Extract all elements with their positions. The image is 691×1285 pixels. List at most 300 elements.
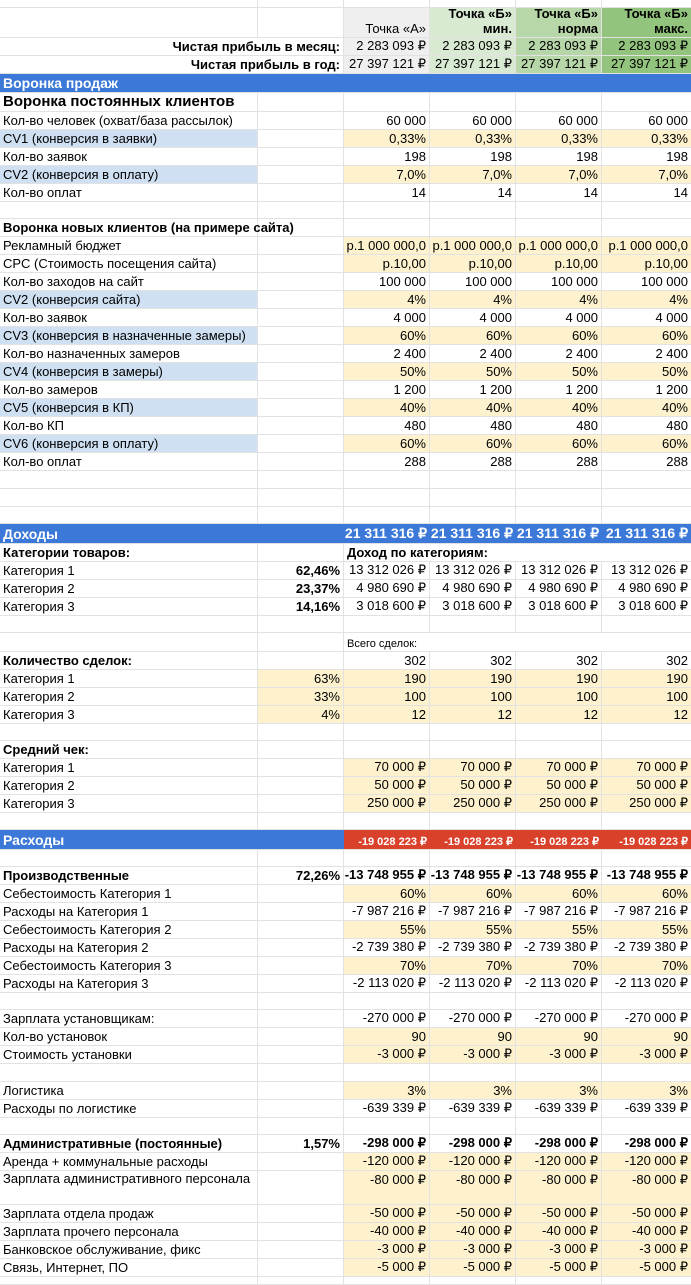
category-income[interactable]: 4 980 690 ₽ [430, 580, 516, 597]
empty-cell[interactable] [258, 166, 344, 183]
category-income[interactable]: 4 980 690 ₽ [618, 580, 688, 595]
avg-check-value[interactable]: 250 000 ₽ [344, 795, 430, 812]
expense-value[interactable]: -50 000 ₽ [602, 1205, 691, 1222]
expense-value[interactable]: -5 000 ₽ [602, 1259, 691, 1276]
avg-check-label[interactable]: Категория 2 [0, 777, 258, 794]
expense-value[interactable]: -270 000 ₽ [430, 1010, 516, 1027]
empty-cell[interactable] [258, 0, 344, 7]
expense-value[interactable]: -40 000 ₽ [344, 1223, 430, 1240]
expense-value[interactable]: -3 000 ₽ [516, 1046, 602, 1063]
expense-label[interactable]: Расходы по логистике [0, 1100, 258, 1117]
funnel-value[interactable]: 60 000 [430, 112, 516, 129]
expense-value[interactable]: 60% [430, 885, 516, 902]
empty-cell[interactable] [258, 8, 344, 37]
expense-value[interactable]: -2 739 380 ₽ [430, 939, 516, 956]
empty-cell[interactable] [344, 1118, 430, 1134]
funnel-value[interactable]: р.10,00 [602, 255, 691, 272]
empty-cell[interactable] [0, 507, 258, 523]
expense-label[interactable]: Расходы на Категория 1 [0, 903, 258, 920]
avg-check-value[interactable]: 70 000 ₽ [430, 759, 516, 776]
funnel-value[interactable]: 60 000 [516, 112, 602, 129]
empty-cell[interactable] [0, 8, 258, 37]
empty-cell[interactable] [430, 93, 516, 111]
funnel-value[interactable]: р.1 000 000,0 [602, 237, 691, 254]
empty-cell[interactable] [516, 1064, 602, 1081]
funnel-value[interactable]: 7,0% [602, 166, 691, 183]
net-profit-year-value[interactable]: 27 397 121 ₽ [602, 56, 691, 73]
funnel-value[interactable]: 480 [430, 417, 516, 434]
expense-value[interactable]: -5 000 ₽ [430, 1259, 516, 1276]
expense-value[interactable]: -639 339 ₽ [624, 1100, 688, 1115]
empty-cell[interactable] [516, 724, 602, 740]
empty-cell[interactable] [0, 724, 258, 740]
category-label[interactable]: Категория 1 [0, 562, 258, 579]
net-profit-month-value[interactable]: 2 283 093 ₽ [344, 38, 430, 55]
category-income[interactable]: 13 312 026 ₽ [430, 562, 516, 579]
empty-cell[interactable] [516, 850, 602, 866]
empty-cell[interactable] [516, 202, 602, 218]
empty-cell[interactable] [258, 237, 344, 254]
funnel-row-label[interactable]: Кол-во заявок [0, 309, 258, 326]
expense-value[interactable]: -40 000 ₽ [516, 1223, 602, 1240]
expense-label[interactable]: Кол-во установок [0, 1028, 258, 1045]
empty-cell[interactable] [430, 813, 516, 829]
expense-value[interactable]: -3 000 ₽ [602, 1241, 691, 1258]
empty-cell[interactable] [602, 1064, 691, 1081]
expense-value[interactable]: 70% [516, 957, 602, 974]
funnel-value[interactable]: 14 [344, 184, 430, 201]
expense-value[interactable]: 55% [430, 921, 516, 938]
funnel-value[interactable]: 100 000 [430, 273, 516, 290]
funnel-row-label[interactable]: CV5 (конверсия в КП) [0, 399, 258, 416]
empty-cell[interactable] [430, 219, 516, 236]
empty-cell[interactable] [602, 219, 691, 236]
funnel-row-label[interactable]: Кол-во КП [0, 417, 258, 434]
funnel-value[interactable]: р.1 000 000,0 [516, 237, 602, 254]
empty-cell[interactable] [344, 724, 430, 740]
empty-cell[interactable] [516, 93, 602, 111]
deals-value[interactable]: 12 [430, 706, 516, 723]
admin-total[interactable]: -298 000 ₽ [430, 1135, 516, 1152]
expense-value[interactable]: -7 987 216 ₽ [613, 903, 688, 918]
expense-value[interactable]: 55% [344, 921, 430, 938]
empty-cell[interactable] [258, 993, 344, 1009]
net-profit-month-value[interactable]: 2 283 093 ₽ [516, 38, 602, 55]
expense-label[interactable]: Зарплата административного персонала [0, 1171, 258, 1204]
empty-cell[interactable] [258, 939, 344, 956]
expense-value[interactable]: 60% [516, 885, 602, 902]
funnel-value[interactable]: 60% [516, 435, 602, 452]
deals-value[interactable]: 100 [344, 688, 430, 705]
empty-cell[interactable] [602, 471, 691, 488]
expense-value[interactable]: -2 739 380 ₽ [344, 939, 430, 956]
empty-cell[interactable] [430, 489, 516, 506]
empty-cell[interactable] [602, 850, 691, 866]
expense-value[interactable]: 3% [344, 1082, 430, 1099]
expense-value[interactable]: 55% [602, 921, 691, 938]
avg-check-value[interactable]: 70 000 ₽ [602, 759, 691, 776]
deals-value[interactable]: 12 [602, 706, 691, 723]
expense-value[interactable]: -80 000 ₽ [344, 1171, 430, 1204]
admin-total[interactable]: -298 000 ₽ [344, 1135, 430, 1152]
empty-cell[interactable] [258, 1064, 344, 1081]
empty-cell[interactable] [258, 453, 344, 470]
empty-cell[interactable] [602, 813, 691, 829]
deals-label[interactable]: Категория 1 [0, 670, 258, 687]
empty-cell[interactable] [602, 724, 691, 740]
expense-value[interactable]: 90 [430, 1028, 516, 1045]
empty-cell[interactable] [258, 255, 344, 272]
empty-cell[interactable] [430, 471, 516, 488]
empty-cell[interactable] [258, 1028, 344, 1045]
expense-label[interactable]: Аренда + коммунальные расходы [0, 1153, 258, 1170]
expense-label[interactable]: Связь, Интернет, ПО [0, 1259, 258, 1276]
net-profit-year-value[interactable]: 27 397 121 ₽ [430, 56, 516, 73]
category-income[interactable]: 4 980 690 ₽ [344, 580, 430, 597]
expense-value[interactable]: -3 000 ₽ [430, 1241, 516, 1258]
empty-cell[interactable] [516, 471, 602, 488]
funnel-row-label[interactable]: Кол-во замеров [0, 381, 258, 398]
empty-cell[interactable] [602, 489, 691, 506]
deals-share[interactable]: 4% [258, 706, 344, 723]
empty-cell[interactable] [344, 74, 430, 92]
empty-cell[interactable] [0, 1118, 258, 1134]
expense-value[interactable]: 3% [516, 1082, 602, 1099]
funnel-value[interactable]: 480 [344, 417, 430, 434]
empty-cell[interactable] [258, 435, 344, 452]
funnel-value[interactable]: р.1 000 000,0 [344, 237, 430, 254]
empty-cell[interactable] [258, 1205, 344, 1222]
empty-cell[interactable] [258, 1171, 344, 1204]
funnel-value[interactable]: 14 [673, 185, 688, 200]
expense-label[interactable]: Расходы на Категория 3 [0, 975, 258, 992]
funnel-value[interactable]: 198 [516, 148, 602, 165]
empty-cell[interactable] [344, 850, 430, 866]
empty-cell[interactable] [258, 921, 344, 938]
category-income[interactable]: 13 312 026 ₽ [516, 562, 602, 579]
admin-total[interactable]: -298 000 ₽ [624, 1135, 688, 1150]
empty-cell[interactable] [258, 975, 344, 992]
empty-cell[interactable] [258, 130, 344, 147]
empty-cell[interactable] [516, 616, 602, 632]
funnel-value[interactable]: 4 000 [344, 309, 430, 326]
expense-value[interactable]: -639 339 ₽ [516, 1100, 602, 1117]
avg-check-value[interactable]: 70 000 ₽ [344, 759, 430, 776]
empty-cell[interactable] [0, 471, 258, 488]
funnel-value[interactable]: р.10,00 [344, 255, 430, 272]
funnel-value[interactable]: 288 [430, 453, 516, 470]
funnel-value[interactable]: 0,33% [602, 130, 691, 147]
category-income[interactable]: 3 018 600 ₽ [430, 598, 516, 615]
empty-cell[interactable] [258, 759, 344, 776]
expense-value[interactable]: -120 000 ₽ [430, 1153, 516, 1170]
admin-share[interactable]: 1,57% [258, 1135, 344, 1152]
expense-value[interactable]: -50 000 ₽ [430, 1205, 516, 1222]
expense-value[interactable]: -2 113 020 ₽ [430, 975, 516, 992]
funnel-row-label[interactable]: Кол-во человек (охват/база рассылок) [0, 112, 258, 129]
empty-cell[interactable] [258, 184, 344, 201]
section-title-income[interactable]: Доходы [3, 526, 58, 542]
expense-value[interactable]: -2 739 380 ₽ [516, 939, 602, 956]
empty-cell[interactable] [344, 813, 430, 829]
empty-cell[interactable] [430, 74, 516, 92]
empty-cell[interactable] [430, 1064, 516, 1081]
deals-value[interactable]: 190 [602, 670, 691, 687]
empty-cell[interactable] [258, 724, 344, 740]
expense-value[interactable]: -3 000 ₽ [344, 1046, 430, 1063]
funnel-row-label[interactable]: Кол-во заявок [0, 148, 258, 165]
empty-cell[interactable] [516, 219, 602, 236]
expense-value[interactable]: -639 339 ₽ [344, 1100, 430, 1117]
empty-cell[interactable] [344, 0, 430, 7]
empty-cell[interactable] [258, 885, 344, 902]
empty-cell[interactable] [344, 202, 430, 218]
empty-cell[interactable] [258, 273, 344, 290]
expense-label[interactable]: Банковское обслуживание, фикс [0, 1241, 258, 1258]
deals-share[interactable]: 63% [258, 670, 344, 687]
admin-total[interactable]: -298 000 ₽ [516, 1135, 602, 1152]
empty-cell[interactable] [516, 813, 602, 829]
funnel-value[interactable]: 4 000 [655, 310, 688, 325]
income-total[interactable]: 21 311 316 ₽ [430, 524, 516, 543]
total-deals-caption[interactable]: Всего сделок: [347, 638, 418, 650]
empty-cell[interactable] [516, 0, 602, 7]
empty-cell[interactable] [258, 74, 344, 92]
empty-cell[interactable] [258, 1241, 344, 1258]
expenses-total[interactable]: -19 028 223 ₽ [344, 830, 430, 849]
funnel-value[interactable]: 1 200 [516, 381, 602, 398]
avg-check-value[interactable]: 50 000 ₽ [344, 777, 430, 794]
empty-cell[interactable] [258, 633, 344, 651]
empty-cell[interactable] [602, 741, 691, 758]
expense-value[interactable]: -2 113 020 ₽ [516, 975, 602, 992]
expense-label[interactable]: Себестоимость Категория 2 [0, 921, 258, 938]
admin-title[interactable]: Административные (постоянные) [0, 1135, 258, 1152]
expense-value[interactable]: -270 000 ₽ [624, 1010, 688, 1025]
deals-total[interactable]: 302 [430, 652, 516, 669]
funnel-value[interactable]: 60% [344, 327, 430, 344]
empty-cell[interactable] [0, 1277, 258, 1284]
empty-cell[interactable] [258, 363, 344, 380]
funnel-row-label[interactable]: CV2 (конверсия сайта) [0, 291, 258, 308]
empty-cell[interactable] [344, 507, 430, 523]
funnel-value[interactable]: 100 000 [641, 274, 688, 289]
expense-label[interactable]: Себестоимость Категория 1 [0, 885, 258, 902]
expense-value[interactable]: -40 000 ₽ [430, 1223, 516, 1240]
subsection-title-regular[interactable]: Воронка постоянных клиентов [0, 93, 258, 111]
empty-cell[interactable] [0, 202, 258, 218]
empty-cell[interactable] [258, 957, 344, 974]
empty-cell[interactable] [516, 993, 602, 1009]
empty-cell[interactable] [602, 1277, 691, 1284]
empty-cell[interactable] [258, 399, 344, 416]
avg-check-value[interactable]: 50 000 ₽ [430, 777, 516, 794]
income-total[interactable]: 21 311 316 ₽ [602, 524, 691, 543]
category-income[interactable]: 3 018 600 ₽ [344, 598, 430, 615]
production-share[interactable]: 72,26% [258, 867, 344, 884]
empty-cell[interactable] [516, 1277, 602, 1284]
funnel-row-label[interactable]: Кол-во заходов на сайт [0, 273, 258, 290]
empty-cell[interactable] [258, 1223, 344, 1240]
deals-value[interactable]: 100 [602, 688, 691, 705]
funnel-value[interactable]: 4 000 [516, 309, 602, 326]
funnel-row-label[interactable]: CPC (Стоимость посещения сайта) [0, 255, 258, 272]
empty-cell[interactable] [344, 1064, 430, 1081]
funnel-value[interactable]: 2 400 [430, 345, 516, 362]
empty-cell[interactable] [344, 616, 430, 632]
avg-check-value[interactable]: 250 000 ₽ [602, 795, 691, 812]
expense-label[interactable]: Зарплата отдела продаж [0, 1205, 258, 1222]
deals-total[interactable]: 302 [666, 653, 688, 668]
funnel-value[interactable]: 60 000 [648, 113, 688, 128]
empty-cell[interactable] [344, 1277, 430, 1284]
category-share[interactable]: 23,37% [258, 580, 344, 597]
empty-cell[interactable] [430, 724, 516, 740]
empty-cell[interactable] [258, 1259, 344, 1276]
empty-cell[interactable] [430, 202, 516, 218]
subsection-title-new[interactable]: Воронка новых клиентов (на примере сайта) [0, 219, 258, 236]
funnel-value[interactable]: 50% [602, 363, 691, 380]
empty-cell[interactable] [258, 652, 344, 669]
funnel-value[interactable]: 60% [430, 327, 516, 344]
categories-title[interactable]: Категории товаров: [0, 544, 258, 561]
empty-cell[interactable] [258, 1010, 344, 1027]
funnel-value[interactable]: 50% [430, 363, 516, 380]
avg-check-value[interactable]: 50 000 ₽ [516, 777, 602, 794]
empty-cell[interactable] [344, 993, 430, 1009]
funnel-value[interactable]: 0,33% [344, 130, 430, 147]
avg-check-title[interactable]: Средний чек: [0, 741, 258, 758]
funnel-value[interactable]: 14 [430, 184, 516, 201]
empty-cell[interactable] [258, 417, 344, 434]
empty-cell[interactable] [258, 1277, 344, 1284]
empty-cell[interactable] [0, 850, 258, 866]
empty-cell[interactable] [430, 993, 516, 1009]
empty-cell[interactable] [0, 0, 258, 7]
empty-cell[interactable] [0, 616, 258, 632]
income-total[interactable]: 21 311 316 ₽ [344, 524, 430, 543]
production-total[interactable]: -13 748 955 ₽ [344, 867, 430, 884]
income-by-category-title[interactable]: Доход по категориям: [347, 545, 488, 560]
empty-cell[interactable] [430, 507, 516, 523]
funnel-value[interactable]: 40% [602, 399, 691, 416]
expense-value[interactable]: -3 000 ₽ [430, 1046, 516, 1063]
funnel-value[interactable]: 4% [430, 291, 516, 308]
net-profit-month-value[interactable]: 2 283 093 ₽ [602, 38, 691, 55]
funnel-row-label[interactable]: CV2 (конверсия в оплату) [0, 166, 258, 183]
empty-cell[interactable] [258, 112, 344, 129]
empty-cell[interactable] [0, 489, 258, 506]
funnel-value[interactable]: 60% [602, 327, 691, 344]
deals-value[interactable]: 190 [344, 670, 430, 687]
funnel-value[interactable]: 4% [516, 291, 602, 308]
funnel-value[interactable]: 1 200 [430, 381, 516, 398]
deals-value[interactable]: 190 [516, 670, 602, 687]
funnel-value[interactable]: 480 [516, 417, 602, 434]
avg-check-value[interactable]: 250 000 ₽ [516, 795, 602, 812]
empty-cell[interactable] [602, 0, 691, 7]
avg-check-value[interactable]: 50 000 ₽ [602, 777, 691, 794]
funnel-value[interactable]: 0,33% [430, 130, 516, 147]
expenses-total[interactable]: -19 028 223 ₽ [602, 830, 691, 849]
funnel-value[interactable]: 7,0% [430, 166, 516, 183]
deals-title[interactable]: Количество сделок: [0, 652, 258, 669]
expense-value[interactable]: -639 339 ₽ [430, 1100, 516, 1117]
empty-cell[interactable] [344, 471, 430, 488]
category-label[interactable]: Категория 2 [0, 580, 258, 597]
expense-value[interactable]: 90 [602, 1028, 691, 1045]
empty-cell[interactable] [430, 1118, 516, 1134]
expense-value[interactable]: -3 000 ₽ [516, 1241, 602, 1258]
funnel-value[interactable]: 40% [516, 399, 602, 416]
funnel-value[interactable]: 7,0% [344, 166, 430, 183]
funnel-row-label[interactable]: Рекламный бюджет [0, 237, 258, 254]
expense-label[interactable]: Расходы на Категория 2 [0, 939, 258, 956]
funnel-row-label[interactable]: CV6 (конверсия в оплату) [0, 435, 258, 452]
funnel-value[interactable]: 4% [602, 291, 691, 308]
funnel-value[interactable]: 100 000 [516, 273, 602, 290]
net-profit-year-label[interactable]: Чистая прибыль в год: [0, 56, 344, 73]
category-label[interactable]: Категория 3 [0, 598, 258, 615]
empty-cell[interactable] [258, 291, 344, 308]
funnel-value[interactable]: 1 200 [655, 382, 688, 397]
funnel-value[interactable]: 7,0% [516, 166, 602, 183]
funnel-value[interactable]: 480 [666, 418, 688, 433]
production-total[interactable]: -13 748 955 ₽ [516, 867, 602, 884]
expense-value[interactable]: 70% [430, 957, 516, 974]
funnel-value[interactable]: 198 [666, 149, 688, 164]
expense-value[interactable]: -7 987 216 ₽ [430, 903, 516, 920]
empty-cell[interactable] [258, 507, 344, 523]
funnel-value[interactable]: 50% [344, 363, 430, 380]
empty-cell[interactable] [258, 1118, 344, 1134]
funnel-value[interactable]: 60% [602, 435, 691, 452]
empty-cell[interactable] [602, 616, 691, 632]
empty-cell[interactable] [602, 993, 691, 1009]
deals-share[interactable]: 33% [258, 688, 344, 705]
empty-cell[interactable] [516, 1118, 602, 1134]
empty-cell[interactable] [258, 148, 344, 165]
empty-cell[interactable] [516, 507, 602, 523]
funnel-value[interactable]: 288 [344, 453, 430, 470]
net-profit-year-value[interactable]: 27 397 121 ₽ [344, 56, 430, 73]
expense-value[interactable]: -80 000 ₽ [602, 1171, 691, 1204]
production-total[interactable]: -13 748 955 ₽ [430, 867, 516, 884]
deals-total[interactable]: 302 [344, 652, 430, 669]
deals-value[interactable]: 100 [430, 688, 516, 705]
expense-value[interactable]: -120 000 ₽ [516, 1153, 602, 1170]
funnel-value[interactable]: 100 000 [344, 273, 430, 290]
expense-value[interactable]: -120 000 ₽ [602, 1153, 691, 1170]
empty-cell[interactable] [344, 741, 430, 758]
funnel-row-label[interactable]: CV4 (конверсия в замеры) [0, 363, 258, 380]
empty-cell[interactable] [0, 993, 258, 1009]
funnel-value[interactable]: 40% [344, 399, 430, 416]
expense-value[interactable]: -5 000 ₽ [344, 1259, 430, 1276]
funnel-row-label[interactable]: Кол-во оплат [0, 453, 258, 470]
empty-cell[interactable] [0, 813, 258, 829]
expense-value[interactable]: -120 000 ₽ [344, 1153, 430, 1170]
expense-value[interactable]: -270 000 ₽ [516, 1010, 602, 1027]
expense-value[interactable]: 70% [344, 957, 430, 974]
funnel-value[interactable]: 60% [516, 327, 602, 344]
empty-cell[interactable] [602, 202, 691, 218]
funnel-value[interactable]: 4 000 [430, 309, 516, 326]
empty-cell[interactable] [258, 381, 344, 398]
deals-value[interactable]: 12 [344, 706, 430, 723]
expense-value[interactable]: 70% [602, 957, 691, 974]
empty-cell[interactable] [602, 93, 691, 111]
